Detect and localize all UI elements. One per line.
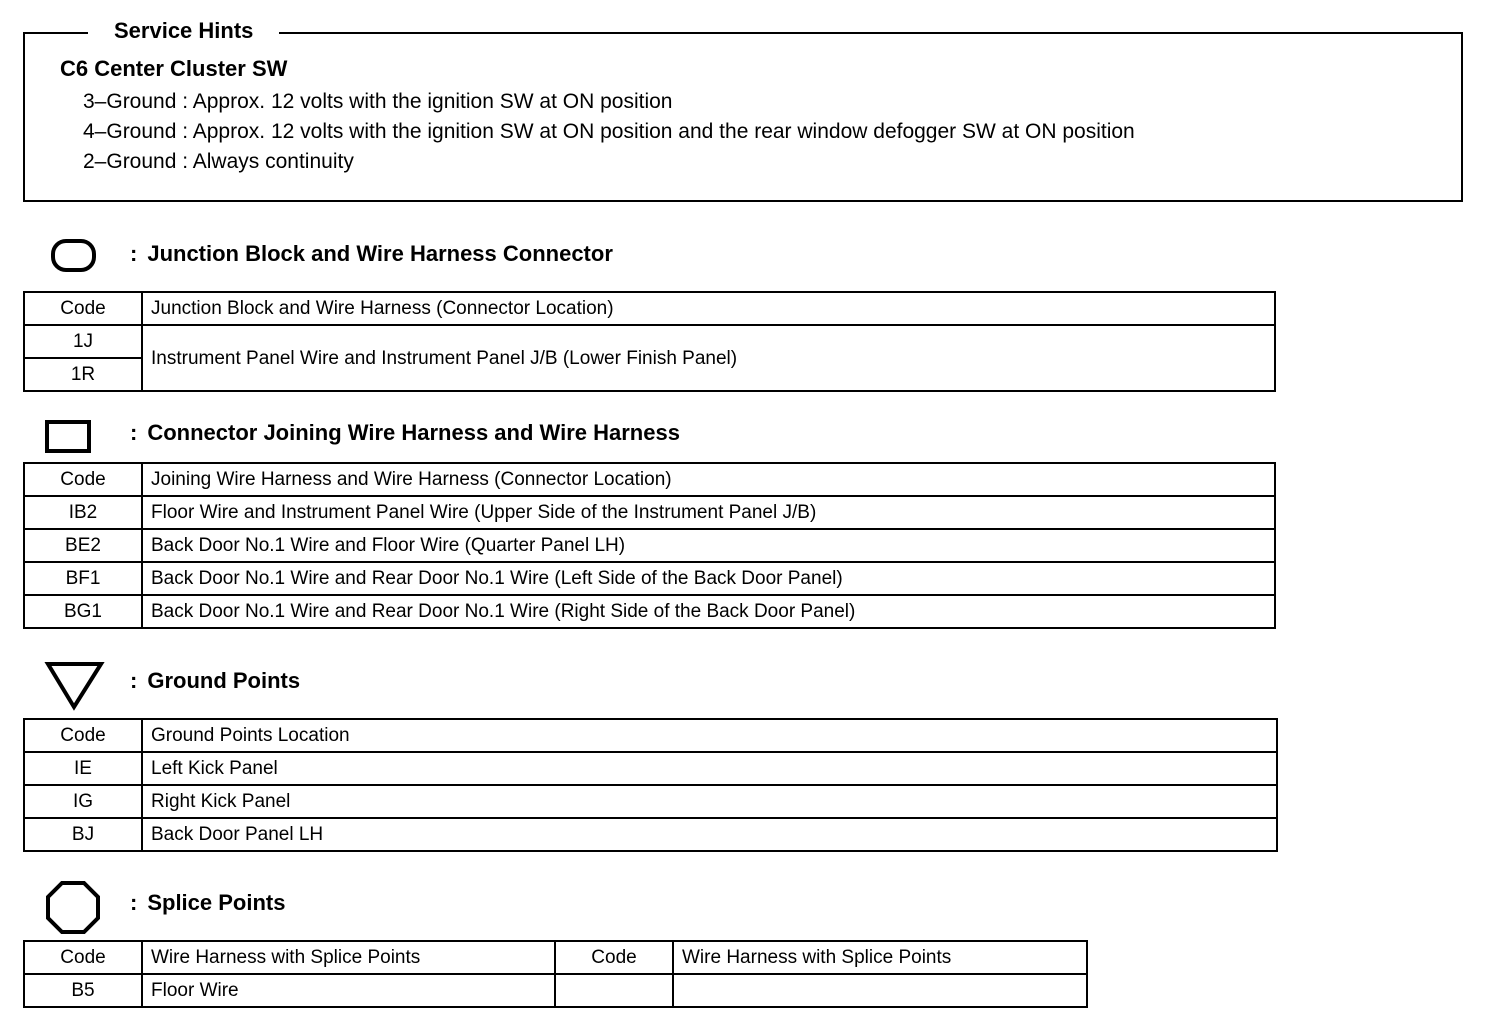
desc-cell: Back Door No.1 Wire and Floor Wire (Quarter Panel LH) xyxy=(142,529,1275,562)
table-header-row xyxy=(24,292,1275,325)
ground-table xyxy=(23,718,1278,852)
code-cell: IB2 xyxy=(24,496,142,529)
desc-cell: Floor Wire xyxy=(142,974,555,1007)
ground-heading xyxy=(130,668,300,694)
code-cell: IE xyxy=(24,752,142,785)
table-row xyxy=(24,595,1275,628)
joining-heading-text: Connector Joining Wire Harness and Wire Harness xyxy=(147,420,680,445)
header-desc: Wire Harness with Splice Points xyxy=(142,941,555,974)
desc-cell-2 xyxy=(673,974,1087,1007)
table-header-row xyxy=(24,463,1275,496)
splice-heading-text: Splice Points xyxy=(147,890,286,915)
hint-line: 4–Ground : Approx. 12 volts with the ignition SW at ON position and the rear window defogger SW at ON position xyxy=(83,120,1135,143)
header-desc-2: Wire Harness with Splice Points xyxy=(673,941,1087,974)
code-cell: BG1 xyxy=(24,595,142,628)
junction-heading-text: Junction Block and Wire Harness Connector xyxy=(147,241,613,266)
code-cell: BE2 xyxy=(24,529,142,562)
joining-table xyxy=(23,462,1276,629)
colon: : xyxy=(130,241,138,266)
ground-heading-text: Ground Points xyxy=(147,668,301,693)
junction-table xyxy=(23,291,1276,392)
desc-cell: Right Kick Panel xyxy=(142,785,1277,818)
desc-cell: Floor Wire and Instrument Panel Wire (Upper Side of the Instrument Panel J/B) xyxy=(142,496,1275,529)
header-desc: Ground Points Location xyxy=(142,719,1277,752)
hint-line: 3–Ground : Approx. 12 volts with the ignition SW at ON position xyxy=(83,90,673,113)
table-header-row xyxy=(24,941,1087,974)
hint-line: 2–Ground : Always continuity xyxy=(83,150,354,173)
desc-cell: Back Door No.1 Wire and Rear Door No.1 Wire (Right Side of the Back Door Panel) xyxy=(142,595,1275,628)
header-desc: Joining Wire Harness and Wire Harness (Connector Location) xyxy=(142,463,1275,496)
splice-table xyxy=(23,940,1088,1008)
hints-heading: C6 Center Cluster SW xyxy=(60,56,288,81)
header-code: Code xyxy=(24,292,142,325)
table-row xyxy=(24,818,1277,851)
code-cell: B5 xyxy=(24,974,142,1007)
service-hints-title: Service Hints xyxy=(88,18,279,44)
code-cell: BF1 xyxy=(24,562,142,595)
junction-heading xyxy=(130,241,613,267)
colon: : xyxy=(130,890,138,915)
table-row xyxy=(24,752,1277,785)
service-hints-box xyxy=(23,32,1463,202)
square-icon xyxy=(44,418,94,456)
table-header-row xyxy=(24,719,1277,752)
code-cell: IG xyxy=(24,785,142,818)
table-row xyxy=(24,974,1087,1007)
octagon-icon xyxy=(44,880,102,936)
colon: : xyxy=(130,668,138,693)
header-desc: Junction Block and Wire Harness (Connector Location) xyxy=(142,292,1275,325)
table-row xyxy=(24,529,1275,562)
header-code: Code xyxy=(24,463,142,496)
desc-cell: Back Door Panel LH xyxy=(142,818,1277,851)
code-cell-2 xyxy=(555,974,673,1007)
desc-cell: Instrument Panel Wire and Instrument Panel J/B (Lower Finish Panel) xyxy=(142,325,1275,391)
triangle-down-icon xyxy=(44,660,106,712)
table-row xyxy=(24,562,1275,595)
code-cell: 1R xyxy=(24,358,142,391)
code-cell: BJ xyxy=(24,818,142,851)
rounded-rect-icon xyxy=(50,238,98,274)
desc-cell: Left Kick Panel xyxy=(142,752,1277,785)
joining-heading xyxy=(130,420,680,446)
table-row xyxy=(24,325,1275,358)
header-code-2: Code xyxy=(555,941,673,974)
header-code: Code xyxy=(24,719,142,752)
code-cell: 1J xyxy=(24,325,142,358)
table-row xyxy=(24,496,1275,529)
header-code: Code xyxy=(24,941,142,974)
colon: : xyxy=(130,420,138,445)
splice-heading xyxy=(130,890,285,916)
desc-cell: Back Door No.1 Wire and Rear Door No.1 Wire (Left Side of the Back Door Panel) xyxy=(142,562,1275,595)
table-row xyxy=(24,785,1277,818)
